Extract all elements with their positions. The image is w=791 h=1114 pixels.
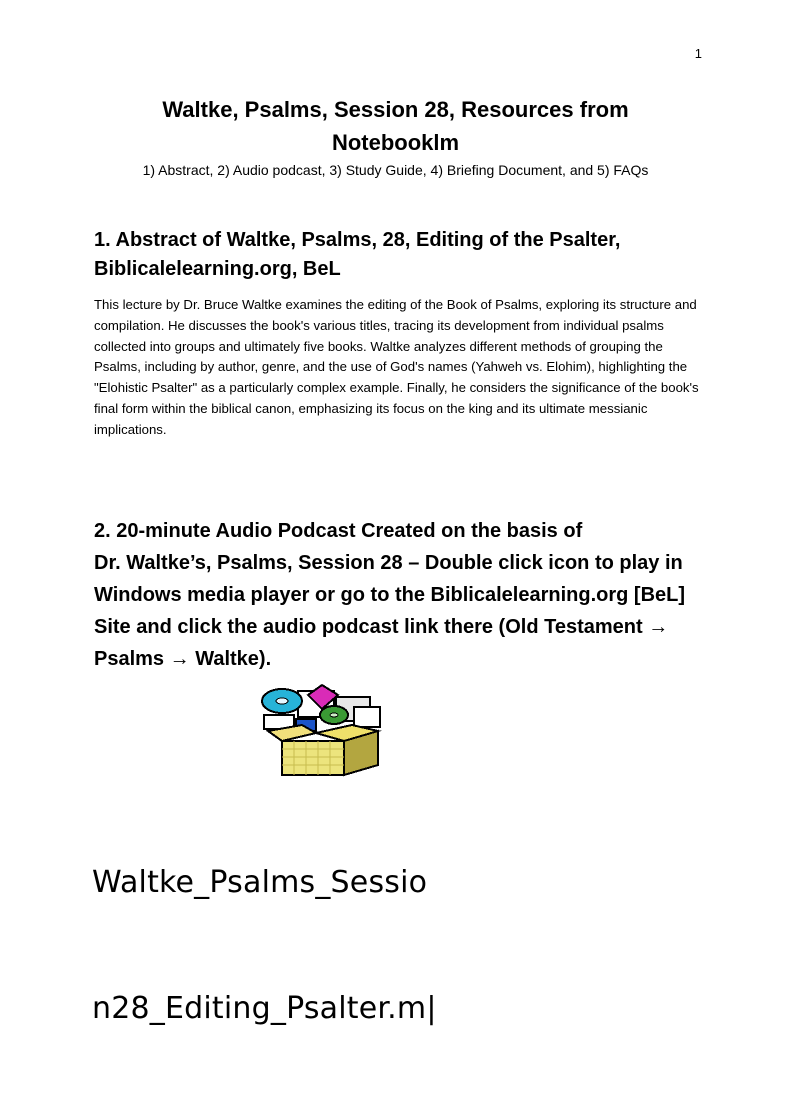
podcast-heading	[94, 515, 719, 675]
document-title	[90, 93, 701, 159]
arrow-right-icon: →	[169, 648, 190, 670]
podcast-heading-line-2: Dr. Waltke’s, Psalms, Session 28 – Double click icon to play in	[94, 552, 683, 574]
package-icon[interactable]	[258, 681, 390, 777]
podcast-heading-psalms: Psalms	[94, 648, 165, 670]
podcast-heading-line-4	[94, 611, 719, 643]
abstract-heading-line-2: Biblicalelearning.org, BeL	[94, 258, 341, 280]
abstract-body: This lecture by Dr. Bruce Waltke examines the editing of the Book of Psalms, exploring its structure and compilation. He discusses the book's various titles, tracing its development from individual psalms collected into groups and ultimately five books. Waltke analyzes different methods of grouping the Psalms, including by author, genre, and the use of God's names (Yahweh vs. Elohim), highlighting the "Elohistic Psalter" as a particularly complex example. Finally, he considers the significance of the book's final form within the biblical canon, emphasizing its focus on the king and its ultimate messianic implications.	[94, 297, 699, 437]
podcast-heading-line-5	[94, 643, 719, 675]
podcast-heading-line-3: Windows media player or go to the Biblicalelearning.org [BeL]	[94, 584, 686, 606]
document-title-line-1: Waltke, Psalms, Session 28, Resources from	[162, 97, 629, 122]
podcast-heading-line-4-text: Site and click the audio podcast link there (Old Testament	[94, 616, 643, 638]
podcast-heading-line-1: 2. 20-minute Audio Podcast Created on the basis of	[94, 520, 583, 542]
page-number: 1	[694, 46, 702, 61]
podcast-file-name[interactable]	[92, 778, 552, 1114]
podcast-file-name-line-2: n28_Editing_Psalter.m|	[92, 991, 437, 1026]
abstract-heading	[94, 226, 714, 284]
document-subtitle: 1) Abstract, 2) Audio podcast, 3) Study Guide, 4) Briefing Document, and 5) FAQs	[142, 162, 649, 178]
arrow-right-icon: →	[648, 616, 669, 638]
document-title-line-2: Notebooklm	[331, 130, 460, 155]
abstract-heading-line-1: 1. Abstract of Waltke, Psalms, 28, Editing of the Psalter,	[94, 229, 621, 251]
podcast-heading-waltke: Waltke).	[195, 648, 272, 670]
podcast-file-name-line-1: Waltke_Psalms_Sessio	[92, 865, 428, 900]
